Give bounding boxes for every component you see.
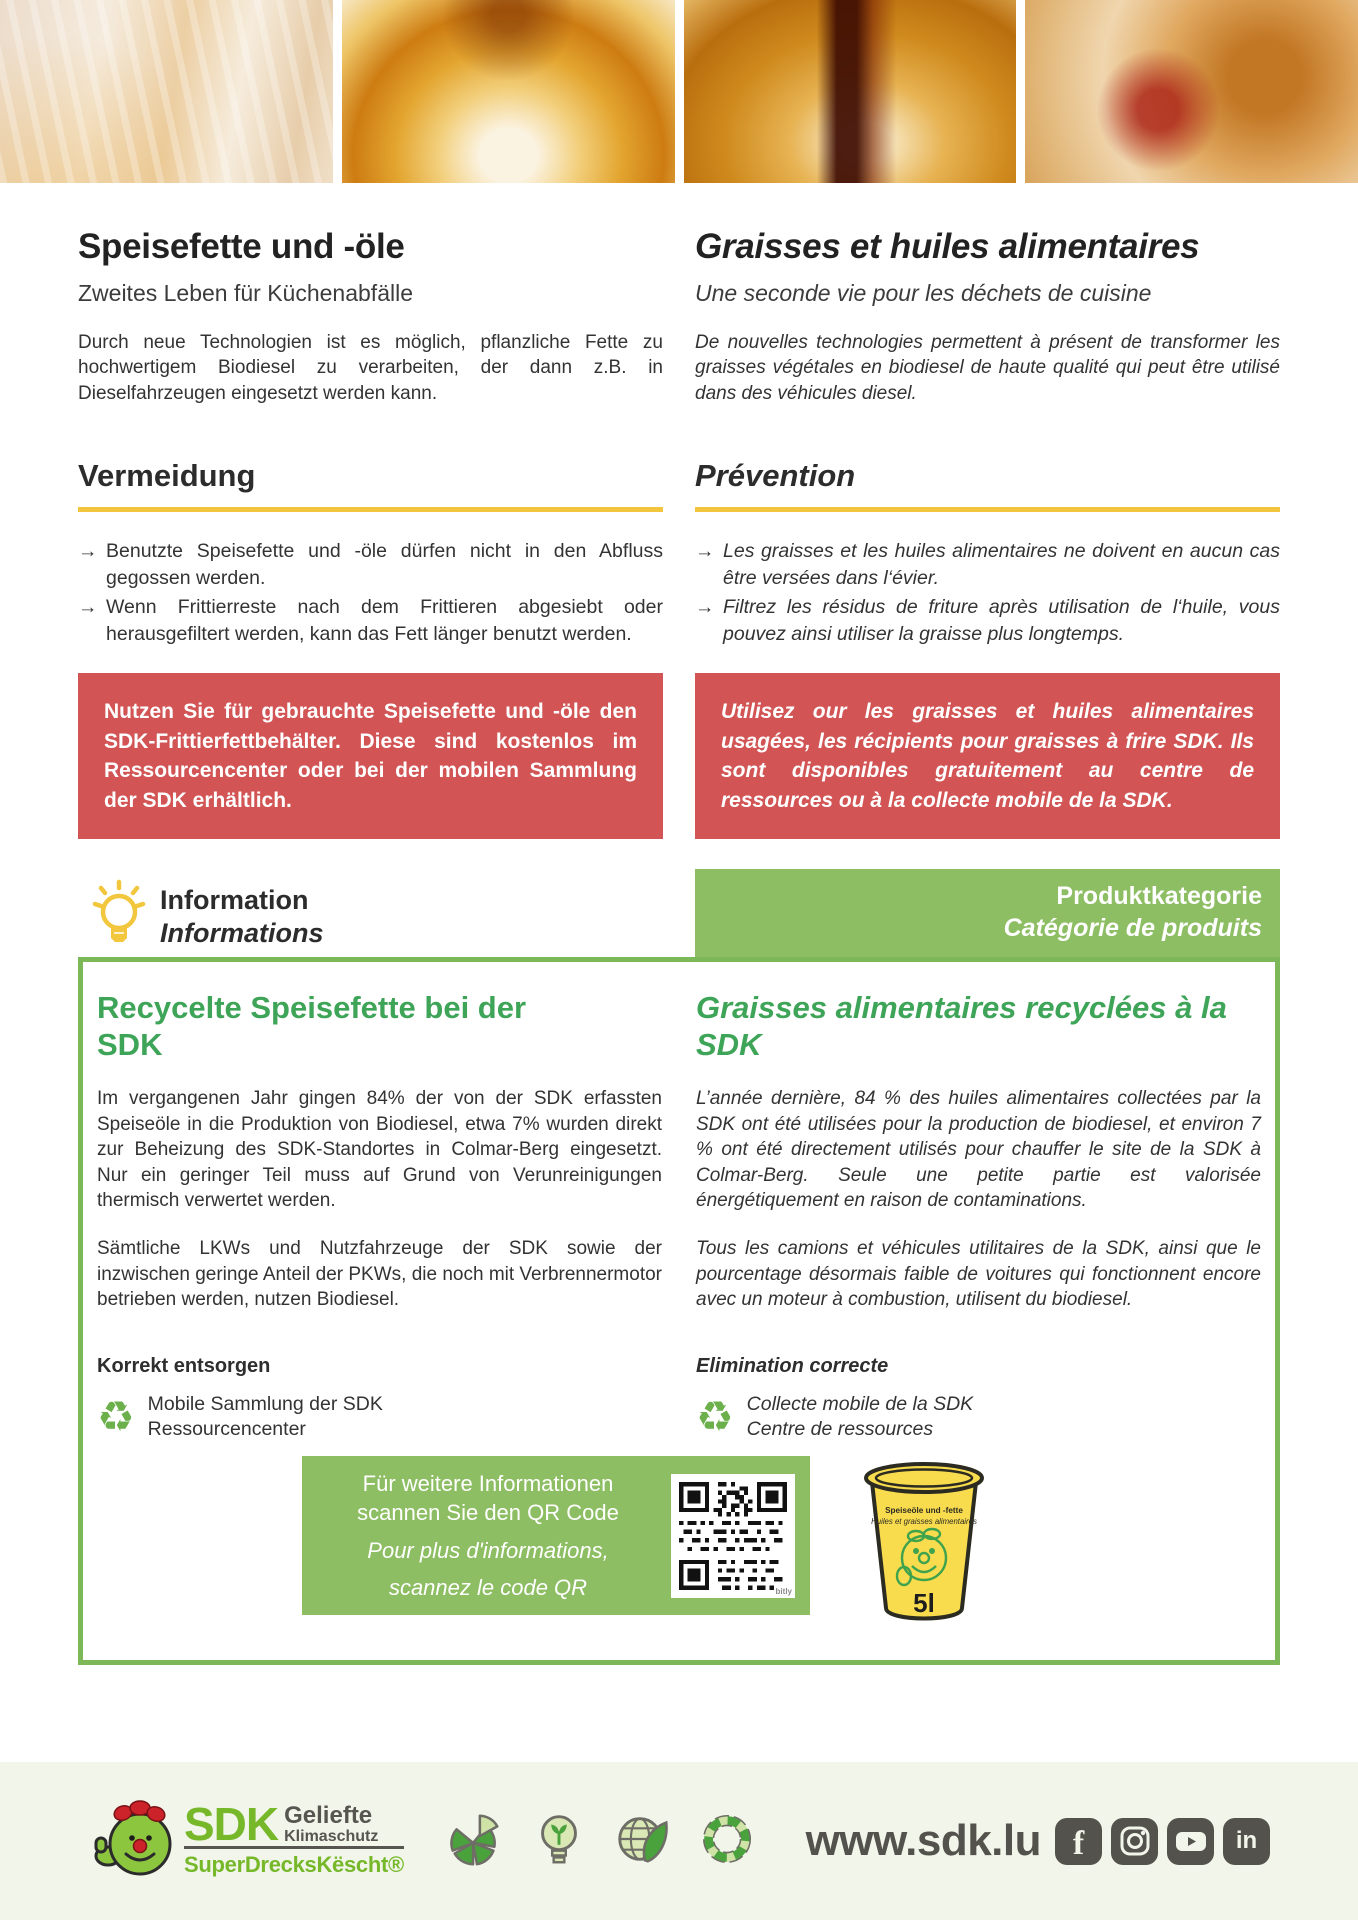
product-category-banner [695,869,1280,957]
qr-bucket-row [302,1456,1261,1645]
sdk-tagline1: Geliefte [284,1801,373,1829]
page-title-fr: Graisses et huiles alimentaires [695,227,1200,266]
prevention-fr [695,458,1280,648]
arrow-bullet: → Benutzte Speisefette und -öle dürfen nicht in den Abfluss gegossen werden. [78,538,663,592]
lightbulb-icon [92,876,146,949]
qr-text-fr-line2: scannez le code QR [388,1574,588,1600]
info-banner-row [78,869,1280,957]
recycled-de [97,986,662,1442]
dispose-line1-de: Mobile Sammlung der SDK [147,1392,383,1415]
oil-photo-2 [342,0,675,183]
callout-section [78,673,1280,839]
recycled-paragraph2-fr: Tous les camions et véhicules utilitaires de la SDK, ainsi que le pourcentage désormais faible de voitures qui fonctionnent encore avec un moteur à combustion, utilisent du biodiesel. [696,1238,1261,1311]
website-url[interactable]: www.sdk.lu [805,1816,1041,1865]
recycled-fats-box [78,957,1280,1665]
prevention-heading-de: Vermeidung [78,457,256,493]
recycle-icon: ♻ [97,1392,135,1442]
qr-text-fr-line1: Pour plus d'informations, [367,1537,609,1563]
pie-chart-icon [444,1808,506,1875]
recycled-heading-de: Recycelte Speisefette bei der SDK [97,989,527,1062]
eco-icon-group [444,1808,758,1875]
recycled-paragraph1-de: Im vergangenen Jahr gingen 84% der von der SDK erfassten Speiseöle in die Produktion von Biodiesel, etwa 7% wurden direkt zur Beheizung des SDK-Standortes in Colmar-Berg eingesetzt. Nur ein geringer Teil muss auf Grund von Verunreinigungen thermisch verwertet werden. [97,1088,662,1211]
footer [0,1762,1358,1920]
recycle-icon: ♻ [696,1392,734,1442]
bucket-label-fr: Huiles et graisses alimentaires [871,1517,977,1527]
qr-code [671,1474,795,1598]
globe-leaf-icon [612,1808,674,1875]
recycled-fr [696,986,1261,1442]
prevention-section [78,458,1280,648]
intro-paragraph-fr: De nouvelles technologies permettent à présent de transformer les graisses végétales en biodiesel de haute qualité qui peut être utilisé dans des véhicules diesel. [695,332,1280,404]
recycled-heading-fr: Graisses alimentaires recyclées à la SDK [696,989,1227,1062]
intro-section [78,227,1280,406]
intro-fr [695,227,1280,406]
oil-photo-4 [1025,0,1358,183]
facebook-icon[interactable]: f [1055,1818,1102,1865]
page-subtitle-de: Zweites Leben für Küchenabfälle [78,280,413,306]
oil-photo-3 [684,0,1017,183]
sdk-mascot-icon [92,1796,176,1887]
info-label-fr: Informations [160,917,324,948]
info-label-de: Information [160,885,309,916]
qr-text-de-line1: Für weitere Informationen [362,1471,614,1497]
yellow-rule [695,507,1280,512]
information-header [78,876,663,957]
arrow-bullet: → Filtrez les résidus de friture après utilisation de l‘huile, vous pouvez ainsi utiliser la graisse plus longtemps. [695,594,1280,648]
collection-bucket-illustration [856,1450,992,1645]
recycled-paragraph1-fr: L’année dernière, 84 % des huiles alimentaires collectées par la SDK ont été utilisées pour la production de biodiesel, et environ 7 % ont été directement utilisés pour chauffer le site de la SDK à Colmar-Berg. Seule une petite partie est valorisée énergétiquement en raison de contaminations. [696,1088,1261,1211]
intro-paragraph-de: Durch neue Technologien ist es möglich, pflanzliche Fette zu hochwertigem Biodiesel zu verarbeiten, der dann z.B. in Dieselfahrzeugen eingesetzt werden kann. [78,332,663,404]
qr-watermark: bitly [775,1586,792,1596]
sdk-wordmark: SDK [184,1797,279,1850]
yellow-rule [78,507,663,512]
page-title-de: Speisefette und -öle [78,227,405,266]
dispose-line2-de: Ressourcencenter [147,1418,306,1441]
red-callout-fr: Utilisez our les graisses et huiles alimentaires usagées, les récipients pour graisses à frire SDK. Ils sont disponibles gratuitement au centre de ressources ou à la collecte mobile de la SDK. [695,673,1280,839]
page-subtitle-fr: Une seconde vie pour les déchets de cuisine [695,280,1152,306]
sdk-logo [92,1796,404,1887]
category-label-fr: Catégorie de produits [1003,914,1262,943]
prevention-de [78,458,663,648]
recycled-paragraph2-de: Sämtliche LKWs und Nutzfahrzeuge der SDK sowie der inzwischen geringe Anteil der PKWs, die noch mit Verbrennermotor betrieben werden, nutzen Biodiesel. [97,1238,662,1311]
linkedin-icon[interactable]: in [1223,1818,1270,1865]
red-callout-de: Nutzen Sie für gebrauchte Speisefette und -öle den SDK-Frittierfettbehälter. Diese sind kostenlos im Ressourcencenter oder bei der mobilen Sammlung der SDK erhältlich. [78,673,663,839]
dispose-line1-fr: Collecte mobile de la SDK [746,1392,974,1415]
youtube-icon[interactable] [1167,1818,1214,1865]
social-icons [1055,1818,1270,1865]
arrow-bullet: → Wenn Frittierreste nach dem Frittieren abgesiebt oder herausgefiltert werden, kann das Fett länger benutzt werden. [78,594,663,648]
bucket-label-de: Speiseöle und -fette [885,1506,963,1516]
dispose-heading-fr: Elimination correcte [696,1354,889,1377]
oil-photo-1 [0,0,333,183]
qr-info-box [302,1456,810,1614]
qr-text-de-line2: scannen Sie den QR Code [357,1500,619,1526]
sdk-tagline2: Klimaschutz [284,1827,379,1845]
bucket-volume: 5l [913,1588,935,1619]
eco-bulb-icon [528,1808,590,1875]
instagram-icon[interactable] [1111,1818,1158,1865]
category-label-de: Produktkategorie [1056,881,1262,910]
intro-de [78,227,663,406]
sdk-brand: SuperDrecksKëscht® [184,1852,404,1878]
dispose-heading-de: Korrekt entsorgen [97,1354,271,1377]
arrow-bullet: → Les graisses et les huiles alimentaires ne doivent en aucun cas être versées dans l‘évier. [695,538,1280,592]
prevention-heading-fr: Prévention [695,457,856,493]
dispose-line2-fr: Centre de ressources [746,1418,934,1441]
header-photo-strip [0,0,1358,183]
recycle-ring-icon [696,1808,758,1875]
